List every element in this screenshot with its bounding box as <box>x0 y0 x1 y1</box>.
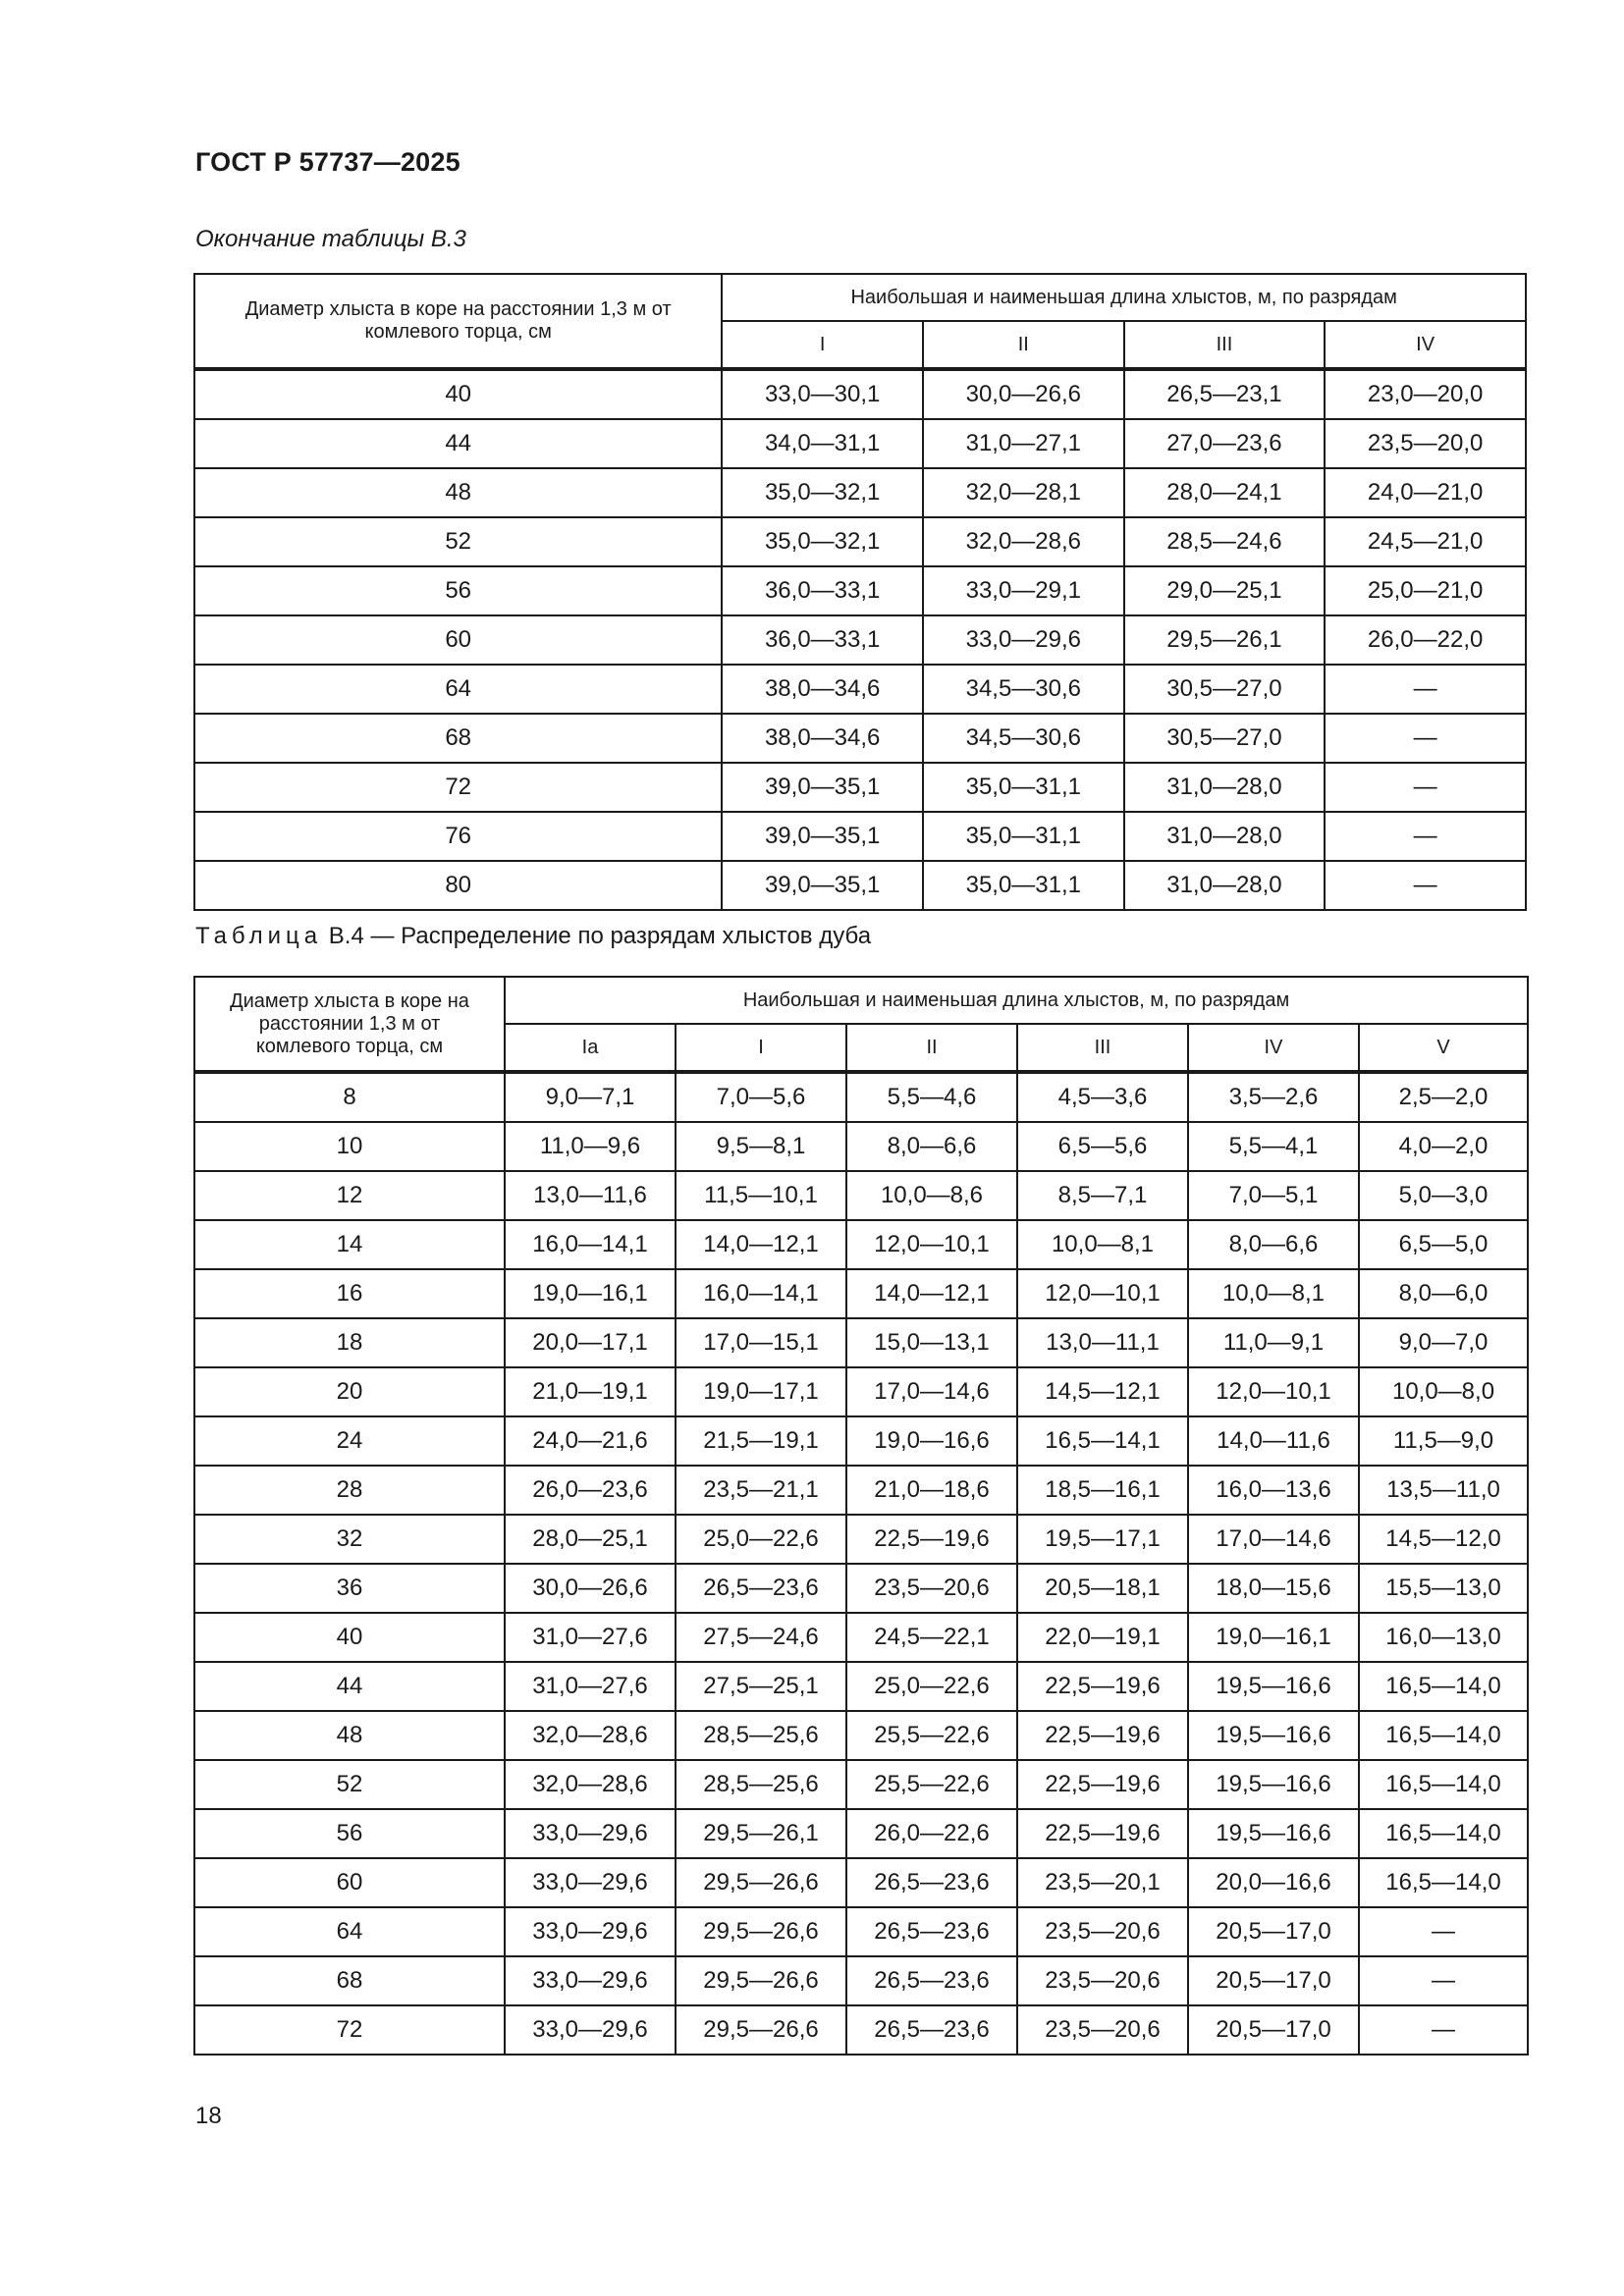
length-range-cell: 19,5—17,1 <box>1017 1515 1188 1564</box>
length-range-cell: 23,5—20,6 <box>846 1564 1017 1613</box>
length-range-cell: 36,0—33,1 <box>722 615 923 665</box>
length-range-cell: 29,5—26,6 <box>676 1858 846 1907</box>
length-range-cell: 35,0—31,1 <box>923 763 1124 812</box>
diameter-cell: 76 <box>194 812 722 861</box>
length-range-cell: 23,5—20,6 <box>1017 1907 1188 1956</box>
length-range-cell: 9,0—7,1 <box>505 1072 676 1122</box>
length-range-cell: 18,5—16,1 <box>1017 1466 1188 1515</box>
length-range-cell: 10,0—8,0 <box>1359 1367 1528 1416</box>
length-range-cell: 8,0—6,6 <box>1188 1220 1359 1269</box>
length-range-cell: 28,0—25,1 <box>505 1515 676 1564</box>
length-range-cell: 14,0—12,1 <box>676 1220 846 1269</box>
length-range-cell: 24,5—21,0 <box>1325 517 1526 566</box>
diameter-cell: 56 <box>194 1809 505 1858</box>
diameter-cell: 44 <box>194 1662 505 1711</box>
length-range-cell: 11,5—9,0 <box>1359 1416 1528 1466</box>
length-range-cell: 33,0—29,6 <box>505 2005 676 2055</box>
diameter-cell: 60 <box>194 1858 505 1907</box>
length-range-cell: 14,5—12,0 <box>1359 1515 1528 1564</box>
length-range-cell: 8,5—7,1 <box>1017 1171 1188 1220</box>
diameter-cell: 12 <box>194 1171 505 1220</box>
length-range-cell: 26,5—23,1 <box>1124 369 1326 419</box>
grade-header: III <box>1124 321 1326 369</box>
length-range-cell: 7,0—5,6 <box>676 1072 846 1122</box>
length-range-cell: 32,0—28,6 <box>505 1711 676 1760</box>
diameter-cell: 64 <box>194 1907 505 1956</box>
length-range-cell: 13,0—11,6 <box>505 1171 676 1220</box>
diameter-cell: 8 <box>194 1072 505 1122</box>
length-range-cell: 26,0—22,6 <box>846 1809 1017 1858</box>
length-range-cell: 2,5—2,0 <box>1359 1072 1528 1122</box>
diameter-cell: 10 <box>194 1122 505 1171</box>
length-range-cell: 10,0—8,1 <box>1188 1269 1359 1318</box>
table-b4-body <box>194 1072 1528 2055</box>
length-range-cell: 35,0—31,1 <box>923 812 1124 861</box>
length-range-cell: 29,5—26,1 <box>1124 615 1326 665</box>
length-range-cell: 38,0—34,6 <box>722 665 923 714</box>
length-range-cell: 19,0—16,6 <box>846 1416 1017 1466</box>
length-range-cell: 26,5—23,6 <box>846 1907 1017 1956</box>
length-range-cell: 31,0—28,0 <box>1124 763 1326 812</box>
length-range-cell: 29,5—26,6 <box>676 1907 846 1956</box>
length-range-cell: 20,0—17,1 <box>505 1318 676 1367</box>
length-range-cell: — <box>1359 2005 1528 2055</box>
length-range-cell: 16,0—14,1 <box>676 1269 846 1318</box>
table-row <box>194 1072 1528 1122</box>
table-b3 <box>193 273 1527 911</box>
length-range-cell: 30,0—26,6 <box>923 369 1124 419</box>
length-range-cell: 19,5—16,6 <box>1188 1662 1359 1711</box>
length-range-cell: 23,5—21,1 <box>676 1466 846 1515</box>
length-range-cell: 23,5—20,0 <box>1325 419 1526 468</box>
length-range-cell: 28,5—25,6 <box>676 1711 846 1760</box>
length-range-cell: 20,5—17,0 <box>1188 2005 1359 2055</box>
diameter-cell: 36 <box>194 1564 505 1613</box>
length-range-cell: 9,5—8,1 <box>676 1122 846 1171</box>
table-row <box>194 615 1526 665</box>
diameter-column-header: Диаметр хлыста в коре на расстоянии 1,3 м от комлевого торца, см <box>194 977 505 1072</box>
length-range-cell: 16,0—14,1 <box>505 1220 676 1269</box>
table-row <box>194 419 1526 468</box>
length-range-cell: 12,0—10,1 <box>1188 1367 1359 1416</box>
length-range-cell: 25,0—21,0 <box>1325 566 1526 615</box>
diameter-cell: 68 <box>194 714 722 763</box>
length-range-cell: 8,0—6,0 <box>1359 1269 1528 1318</box>
diameter-cell: 72 <box>194 2005 505 2055</box>
length-range-cell: 13,0—11,1 <box>1017 1318 1188 1367</box>
length-range-cell: 4,5—3,6 <box>1017 1072 1188 1122</box>
table-row <box>194 566 1526 615</box>
length-range-cell: 23,5—20,6 <box>1017 1956 1188 2005</box>
table-row <box>194 369 1526 419</box>
length-range-cell: 39,0—35,1 <box>722 812 923 861</box>
length-range-cell: 18,0—15,6 <box>1188 1564 1359 1613</box>
length-range-cell: 14,5—12,1 <box>1017 1367 1188 1416</box>
length-range-cell: 26,0—22,0 <box>1325 615 1526 665</box>
length-range-cell: 34,5—30,6 <box>923 665 1124 714</box>
length-range-cell: 35,0—32,1 <box>722 468 923 517</box>
length-range-cell: 25,0—22,6 <box>846 1662 1017 1711</box>
length-range-cell: 33,0—30,1 <box>722 369 923 419</box>
length-range-cell: 12,0—10,1 <box>846 1220 1017 1269</box>
length-range-cell: 20,5—17,0 <box>1188 1956 1359 2005</box>
grade-header: I <box>676 1024 846 1072</box>
length-group-header: Наибольшая и наименьшая длина хлыстов, м, по разрядам <box>722 274 1526 321</box>
length-range-cell: 5,5—4,6 <box>846 1072 1017 1122</box>
table-row <box>194 1269 1528 1318</box>
length-range-cell: 22,5—19,6 <box>846 1515 1017 1564</box>
length-range-cell: 15,0—13,1 <box>846 1318 1017 1367</box>
diameter-cell: 52 <box>194 517 722 566</box>
length-range-cell: 32,0—28,1 <box>923 468 1124 517</box>
length-range-cell: 23,5—20,1 <box>1017 1858 1188 1907</box>
length-range-cell: 33,0—29,6 <box>505 1907 676 1956</box>
length-range-cell: 29,5—26,6 <box>676 1956 846 2005</box>
table-b4-caption-title: В.4 — Распределение по разрядам хлыстов дуба <box>322 923 872 949</box>
length-range-cell: 5,0—3,0 <box>1359 1171 1528 1220</box>
length-range-cell: 29,0—25,1 <box>1124 566 1326 615</box>
length-range-cell: 32,0—28,6 <box>923 517 1124 566</box>
diameter-cell: 40 <box>194 1613 505 1662</box>
length-range-cell: 16,5—14,0 <box>1359 1809 1528 1858</box>
table-row <box>194 1564 1528 1613</box>
length-range-cell: 28,0—24,1 <box>1124 468 1326 517</box>
diameter-cell: 28 <box>194 1466 505 1515</box>
length-range-cell: 35,0—31,1 <box>923 861 1124 910</box>
table-row <box>194 1318 1528 1367</box>
diameter-cell: 52 <box>194 1760 505 1809</box>
table-row <box>194 1122 1528 1171</box>
length-range-cell: 26,5—23,6 <box>676 1564 846 1613</box>
diameter-cell: 64 <box>194 665 722 714</box>
length-range-cell: 16,0—13,6 <box>1188 1466 1359 1515</box>
length-range-cell: 17,0—15,1 <box>676 1318 846 1367</box>
length-range-cell: 26,5—23,6 <box>846 1956 1017 2005</box>
diameter-cell: 18 <box>194 1318 505 1367</box>
grade-header: Ia <box>505 1024 676 1072</box>
length-range-cell: 23,5—20,6 <box>1017 2005 1188 2055</box>
table-row <box>194 1220 1528 1269</box>
length-range-cell: 39,0—35,1 <box>722 861 923 910</box>
length-range-cell: 28,5—24,6 <box>1124 517 1326 566</box>
length-range-cell: 31,0—28,0 <box>1124 861 1326 910</box>
length-range-cell: 24,0—21,6 <box>505 1416 676 1466</box>
length-range-cell: 38,0—34,6 <box>722 714 923 763</box>
table-row <box>194 1416 1528 1466</box>
diameter-cell: 72 <box>194 763 722 812</box>
diameter-cell: 68 <box>194 1956 505 2005</box>
length-range-cell: 27,5—25,1 <box>676 1662 846 1711</box>
table-row <box>194 665 1526 714</box>
length-range-cell: 14,0—12,1 <box>846 1269 1017 1318</box>
length-range-cell: 19,0—17,1 <box>676 1367 846 1416</box>
length-range-cell: 6,5—5,6 <box>1017 1122 1188 1171</box>
length-range-cell: 21,0—19,1 <box>505 1367 676 1416</box>
length-range-cell: 33,0—29,6 <box>505 1956 676 2005</box>
length-range-cell: 31,0—27,1 <box>923 419 1124 468</box>
grade-header: III <box>1017 1024 1188 1072</box>
table-row <box>194 812 1526 861</box>
table-row <box>194 517 1526 566</box>
table-row <box>194 1760 1528 1809</box>
table-row <box>194 1858 1528 1907</box>
table-row <box>194 1956 1528 2005</box>
length-range-cell: 27,5—24,6 <box>676 1613 846 1662</box>
length-range-cell: — <box>1325 763 1526 812</box>
length-range-cell: 6,5—5,0 <box>1359 1220 1528 1269</box>
length-range-cell: 22,5—19,6 <box>1017 1809 1188 1858</box>
length-range-cell: 29,5—26,6 <box>676 2005 846 2055</box>
length-range-cell: 20,5—17,0 <box>1188 1907 1359 1956</box>
grade-header: IV <box>1325 321 1526 369</box>
length-range-cell: — <box>1325 861 1526 910</box>
length-range-cell: 21,0—18,6 <box>846 1466 1017 1515</box>
length-range-cell: 28,5—25,6 <box>676 1760 846 1809</box>
table-row <box>194 1907 1528 1956</box>
grade-header: I <box>722 321 923 369</box>
length-range-cell: 16,5—14,0 <box>1359 1662 1528 1711</box>
length-range-cell: 19,5—16,6 <box>1188 1711 1359 1760</box>
length-range-cell: 19,0—16,1 <box>1188 1613 1359 1662</box>
length-range-cell: 5,5—4,1 <box>1188 1122 1359 1171</box>
table-row <box>194 1613 1528 1662</box>
length-range-cell: 31,0—28,0 <box>1124 812 1326 861</box>
table-row <box>194 1466 1528 1515</box>
diameter-cell: 48 <box>194 468 722 517</box>
length-range-cell: 14,0—11,6 <box>1188 1416 1359 1466</box>
table-b3-body <box>194 369 1526 910</box>
table-row <box>194 1711 1528 1760</box>
length-range-cell: 25,5—22,6 <box>846 1711 1017 1760</box>
length-range-cell: 19,0—16,1 <box>505 1269 676 1318</box>
length-range-cell: 35,0—32,1 <box>722 517 923 566</box>
table-row <box>194 1171 1528 1220</box>
length-range-cell: 16,0—13,0 <box>1359 1613 1528 1662</box>
length-range-cell: — <box>1359 1907 1528 1956</box>
length-range-cell: 21,5—19,1 <box>676 1416 846 1466</box>
diameter-cell: 14 <box>194 1220 505 1269</box>
table-b4-caption-label: Таблица <box>195 923 323 949</box>
length-range-cell: 17,0—14,6 <box>846 1367 1017 1416</box>
length-range-cell: 34,5—30,6 <box>923 714 1124 763</box>
length-range-cell: 26,0—23,6 <box>505 1466 676 1515</box>
length-range-cell: 31,0—27,6 <box>505 1613 676 1662</box>
length-range-cell: 24,5—22,1 <box>846 1613 1017 1662</box>
length-range-cell: 25,0—22,6 <box>676 1515 846 1564</box>
length-range-cell: 20,0—16,6 <box>1188 1858 1359 1907</box>
length-range-cell: 15,5—13,0 <box>1359 1564 1528 1613</box>
diameter-cell: 80 <box>194 861 722 910</box>
length-range-cell: 29,5—26,1 <box>676 1809 846 1858</box>
length-range-cell: 10,0—8,6 <box>846 1171 1017 1220</box>
length-range-cell: 12,0—10,1 <box>1017 1269 1188 1318</box>
length-range-cell: 8,0—6,6 <box>846 1122 1017 1171</box>
table-row <box>194 1515 1528 1564</box>
length-range-cell: 16,5—14,0 <box>1359 1711 1528 1760</box>
length-range-cell: 22,5—19,6 <box>1017 1760 1188 1809</box>
length-range-cell: 19,5—16,6 <box>1188 1809 1359 1858</box>
length-range-cell: 13,5—11,0 <box>1359 1466 1528 1515</box>
table-b3-caption: Окончание таблицы В.3 <box>195 226 466 252</box>
diameter-cell: 48 <box>194 1711 505 1760</box>
page-number: 18 <box>195 2103 222 2129</box>
table-row <box>194 1662 1528 1711</box>
length-range-cell: 33,0—29,6 <box>923 615 1124 665</box>
length-range-cell: 26,5—23,6 <box>846 2005 1017 2055</box>
diameter-cell: 24 <box>194 1416 505 1466</box>
length-range-cell: 10,0—8,1 <box>1017 1220 1188 1269</box>
diameter-cell: 60 <box>194 615 722 665</box>
table-row <box>194 468 1526 517</box>
table-row <box>194 763 1526 812</box>
length-range-cell: 16,5—14,1 <box>1017 1416 1188 1466</box>
diameter-cell: 16 <box>194 1269 505 1318</box>
diameter-cell: 40 <box>194 369 722 419</box>
table-row <box>194 714 1526 763</box>
length-range-cell: 30,5—27,0 <box>1124 665 1326 714</box>
length-group-header: Наибольшая и наименьшая длина хлыстов, м, по разрядам <box>505 977 1528 1024</box>
length-range-cell: 27,0—23,6 <box>1124 419 1326 468</box>
length-range-cell: — <box>1325 714 1526 763</box>
diameter-cell: 20 <box>194 1367 505 1416</box>
length-range-cell: 3,5—2,6 <box>1188 1072 1359 1122</box>
diameter-cell: 44 <box>194 419 722 468</box>
diameter-cell: 32 <box>194 1515 505 1564</box>
length-range-cell: 34,0—31,1 <box>722 419 923 468</box>
table-b4 <box>193 976 1529 2056</box>
length-range-cell: 36,0—33,1 <box>722 566 923 615</box>
length-range-cell: 24,0—21,0 <box>1325 468 1526 517</box>
grade-header: V <box>1359 1024 1528 1072</box>
table-row <box>194 1367 1528 1416</box>
grade-header: IV <box>1188 1024 1359 1072</box>
length-range-cell: 25,5—22,6 <box>846 1760 1017 1809</box>
length-range-cell: 17,0—14,6 <box>1188 1515 1359 1564</box>
length-range-cell: 33,0—29,1 <box>923 566 1124 615</box>
diameter-cell: 56 <box>194 566 722 615</box>
table-row <box>194 1809 1528 1858</box>
length-range-cell: 26,5—23,6 <box>846 1858 1017 1907</box>
length-range-cell: 11,5—10,1 <box>676 1171 846 1220</box>
length-range-cell: — <box>1359 1956 1528 2005</box>
length-range-cell: 11,0—9,6 <box>505 1122 676 1171</box>
document-header: ГОСТ Р 57737—2025 <box>195 147 460 177</box>
diameter-column-header: Диаметр хлыста в коре на расстоянии 1,3 м от комлевого торца, см <box>194 274 722 369</box>
length-range-cell: 31,0—27,6 <box>505 1662 676 1711</box>
length-range-cell: 16,5—14,0 <box>1359 1858 1528 1907</box>
table-row <box>194 861 1526 910</box>
length-range-cell: 30,5—27,0 <box>1124 714 1326 763</box>
length-range-cell: 32,0—28,6 <box>505 1760 676 1809</box>
length-range-cell: 9,0—7,0 <box>1359 1318 1528 1367</box>
length-range-cell: 33,0—29,6 <box>505 1809 676 1858</box>
length-range-cell: 7,0—5,1 <box>1188 1171 1359 1220</box>
length-range-cell: — <box>1325 812 1526 861</box>
grade-header: II <box>923 321 1124 369</box>
table-row <box>194 2005 1528 2055</box>
length-range-cell: 16,5—14,0 <box>1359 1760 1528 1809</box>
length-range-cell: 30,0—26,6 <box>505 1564 676 1613</box>
length-range-cell: 4,0—2,0 <box>1359 1122 1528 1171</box>
length-range-cell: 11,0—9,1 <box>1188 1318 1359 1367</box>
table-b4-caption <box>195 923 871 950</box>
length-range-cell: 20,5—18,1 <box>1017 1564 1188 1613</box>
length-range-cell: 23,0—20,0 <box>1325 369 1526 419</box>
length-range-cell: 33,0—29,6 <box>505 1858 676 1907</box>
length-range-cell: 39,0—35,1 <box>722 763 923 812</box>
length-range-cell: 19,5—16,6 <box>1188 1760 1359 1809</box>
grade-header: II <box>846 1024 1017 1072</box>
length-range-cell: 22,5—19,6 <box>1017 1711 1188 1760</box>
length-range-cell: 22,5—19,6 <box>1017 1662 1188 1711</box>
length-range-cell: — <box>1325 665 1526 714</box>
length-range-cell: 22,0—19,1 <box>1017 1613 1188 1662</box>
